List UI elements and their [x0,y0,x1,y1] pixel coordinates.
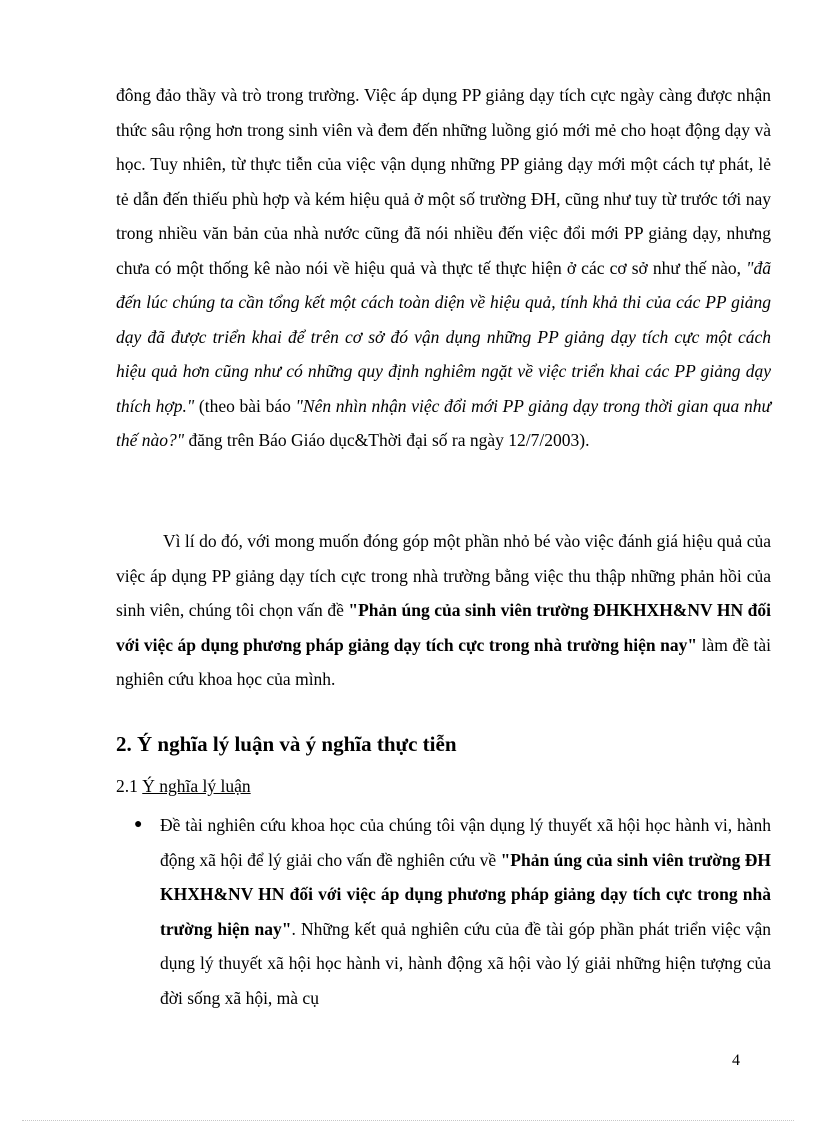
page-bottom-edge [22,1120,794,1121]
paragraph-context-text: đông đảo thầy và trò trong trường. Việc áp dụng PP giảng dạy tích cực ngày càng được nhận thức sâu rộng hơn trong sinh viên và đem đến những luồng gió mới mẻ cho hoạt động dạy và học. Tuy nhiên, từ thực tiễn của việc vận dụng những PP giảng dạy mới một cách tự phát, lẻ tẻ dẫn đến thiếu phù hợp và kém hiệu quả ở một số trường ĐH, cũng như tuy từ trước tới nay trong nhiều văn bản của nhà nước cũng đã nói nhiều đến việc đổi mới PP giảng dạy, nhưng chưa có một thống kê nào nói về hiệu quả và thực tế thực hiện ở các cơ sở như thế nào, [116,85,771,278]
subsection-heading [116,776,251,797]
bullet-text: Đề tài nghiên cứu khoa học của chúng tôi vận dụng lý thuyết xã hội học hành vi, hành động xã hội để lý giải cho vấn đề nghiên cứu về [160,815,771,870]
bullet-item [134,808,771,1015]
source-prefix: (theo bài báo [194,395,296,416]
section-heading: 2. Ý nghĩa lý luận và ý nghĩa thực tiễn [116,732,457,756]
page-number: 4 [732,1052,740,1069]
paragraph-rationale [116,524,771,697]
newspaper-quote: "đã đến lúc chúng ta cần tổng kết một cách toàn diện về hiệu quả, tính khả thi của các PP giảng dạy đã được triển khai để trên cơ sở đó vận dụng những PP giảng dạy tích cực một cách hiệu quả hơn cũng như có những quy định nghiêm ngặt về việc triển khai các PP giảng dạy thích hợp." [116,257,771,416]
research-topic-title: "Phản úng của sinh viên trường ĐHKHXH&NV HN đối với việc áp dụng phương pháp giảng dạy tích cực trong nhà trường hiện nay" [116,600,771,655]
subsection-number: 2.1 [116,776,143,796]
subsection-title: Ý nghĩa lý luận [142,776,251,796]
bullet-icon: ● [134,817,143,832]
paragraph-rationale-end: làm đề tài nghiên cứu khoa học của mình. [116,634,771,689]
bullet-text-end: . Những kết quả nghiên cứu của đề tài góp phần phát triển việc vận dụng lý thuyết xã hội học hành vi, hành động xã hội vào lý giải những hiện tượng của đời sống xã hội, mà cụ [160,918,771,1008]
source-suffix: đăng trên Báo Giáo dục&Thời đại số ra ngày 12/7/2003). [184,430,590,450]
paragraph-rationale-text: Vì lí do đó, với mong muốn đóng góp một phần nhỏ bé vào việc đánh giá hiệu quả của việc áp dụng PP giảng dạy tích cực trong nhà trường bằng việc thu thập những phản hồi của sinh viên, chúng tôi chọn vấn đề [116,531,771,620]
bullet-topic-title: "Phản úng của sinh viên trường ĐH KHXH&NV HN đối với việc áp dụng phương pháp giảng dạy tích cực trong nhà trường hiện nay" [160,849,771,939]
paragraph-context [116,78,771,458]
article-title: "Nên nhìn nhận việc đổi mới PP giảng dạy trong thời gian qua như thế nào?" [116,395,772,450]
